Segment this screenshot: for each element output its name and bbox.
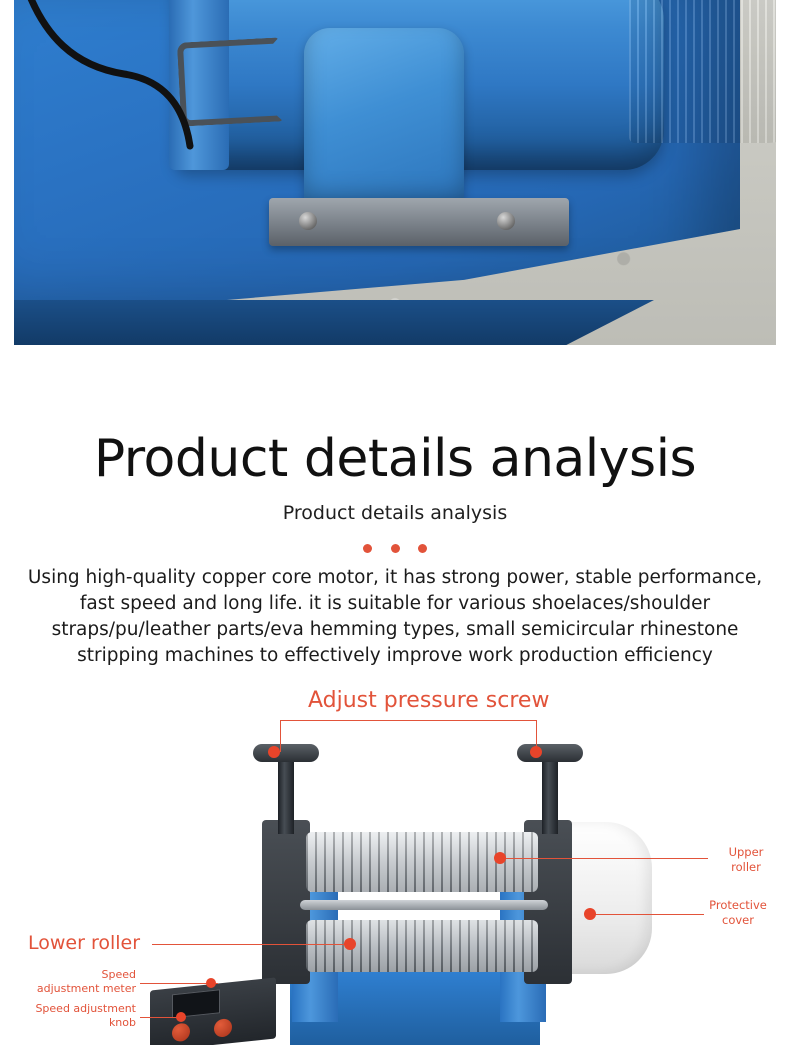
machine-table-edge [14, 300, 654, 345]
motor-closeup-photo [14, 0, 776, 345]
dot-speed-knob [176, 1012, 186, 1022]
page-subtitle: Product details analysis [282, 502, 508, 524]
callout-speed-adjustment-meter: Speed adjustment meter [36, 968, 136, 995]
dot-adjust-left [268, 746, 280, 758]
dot-lower-roller [344, 938, 356, 950]
speed-knob-left [172, 1022, 190, 1042]
dot-3 [418, 544, 427, 553]
roller-shaft [300, 900, 548, 910]
callout-upper-roller: Upper roller [728, 845, 764, 874]
callout-speed-adjustment-knob: Speed adjustment knob [35, 1002, 136, 1029]
callout-protective-cover: Protective cover [709, 898, 767, 927]
pressure-screw-handwheel-left [253, 744, 319, 762]
speed-knob-right [214, 1018, 232, 1038]
dot-adjust-right [530, 746, 542, 758]
leader-adjust-horizontal [280, 720, 536, 721]
callout-adjust-pressure-screw: Adjust pressure screw [308, 688, 550, 713]
leader-adjust-left [280, 720, 281, 752]
power-cable [14, 0, 344, 196]
decorative-dots [0, 540, 790, 558]
dot-speed-meter [206, 978, 216, 988]
leader-protective-cover [592, 914, 704, 915]
page-title: Product details analysis [93, 429, 697, 489]
motor-cooling-fins [629, 0, 776, 143]
pressure-screw-handwheel-right [517, 744, 583, 762]
dot-2 [391, 544, 400, 553]
leader-lower-roller [152, 944, 352, 945]
motor-mount-plate [269, 198, 569, 246]
dot-1 [363, 544, 372, 553]
lower-roller-part [306, 920, 538, 972]
leader-upper-roller [500, 858, 708, 859]
dot-protective-cover [584, 908, 596, 920]
pressure-screw-left [278, 750, 294, 834]
dot-upper-roller [494, 852, 506, 864]
roller-machine-diagram [0, 680, 790, 1045]
product-description: Using high-quality copper core motor, it has strong power, stable performance, fast speed and long life. it is suitable for various shoelaces/shoulder straps/pu/leather parts/eva hemming types, small semicircular rhinestone stripping machines to effectively improve work production efficiency [27, 567, 763, 666]
callout-lower-roller: Lower roller [28, 932, 141, 954]
pressure-screw-right [542, 750, 558, 834]
